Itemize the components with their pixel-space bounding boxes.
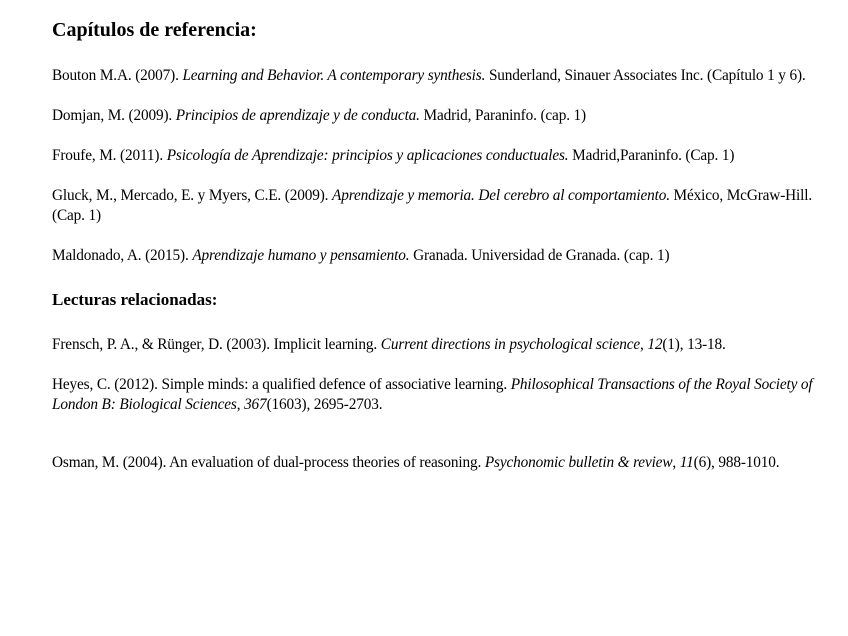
reference-text: , <box>672 454 680 471</box>
reference-entry <box>52 375 842 415</box>
reference-entry <box>52 186 842 226</box>
reference-entry <box>52 106 842 126</box>
reference-text: , <box>236 396 245 413</box>
document-page <box>52 16 842 493</box>
reference-text: Maldonado, A. (2015). <box>52 247 193 264</box>
reference-entry <box>52 146 842 166</box>
reference-text: (1), 13-18. <box>662 336 726 353</box>
reference-text: Granada. Universidad de Granada. (cap. 1) <box>409 247 670 264</box>
reference-text: Gluck, M., Mercado, E. y Myers, C.E. (2009). <box>52 187 333 204</box>
journal-volume: 12 <box>647 336 663 353</box>
reference-text: Frensch, P. A., & Rünger, D. (2003). Implicit learning. <box>52 336 381 353</box>
reference-entry <box>52 335 842 355</box>
reference-text: (1603), 2695-2703. <box>266 396 383 413</box>
reference-text: México, McGraw-Hill. (Cap. 1) <box>52 187 813 224</box>
reference-text: Domjan, M. (2009). <box>52 107 176 124</box>
reference-title: Aprendizaje y memoria. Del cerebro al comportamiento. <box>332 187 670 204</box>
reference-entry <box>52 66 842 86</box>
reference-text: Sunderland, Sinauer Associates Inc. (Capítulo 1 y 6). <box>485 67 806 84</box>
journal-volume: 11 <box>679 454 694 471</box>
reference-entry <box>52 246 842 266</box>
reference-text: Osman, M. (2004). An evaluation of dual-process theories of reasoning. <box>52 454 485 471</box>
journal-title: Philosophical Transactions of the Royal Society of London B: Biological Sciences <box>52 376 813 413</box>
section-heading-reference-chapters: Capítulos de referencia: <box>52 19 257 41</box>
journal-title: Current directions in psychological science <box>380 336 640 353</box>
reference-text: Froufe, M. (2011). <box>52 147 167 164</box>
reference-entry <box>52 453 842 473</box>
reference-text: Bouton M.A. (2007). <box>52 67 183 84</box>
reference-text: Madrid, Paraninfo. (cap. 1) <box>419 107 586 124</box>
reference-text: Heyes, C. (2012). Simple minds: a qualified defence of associative learning. <box>52 376 511 393</box>
journal-volume: 367 <box>244 396 267 413</box>
reference-title: Psicología de Aprendizaje: principios y aplicaciones conductuales. <box>166 147 569 164</box>
reference-text: (6), 988-1010. <box>693 454 780 471</box>
section-heading-related-readings: Lecturas relacionadas: <box>52 290 218 309</box>
reference-text: , <box>639 336 648 353</box>
journal-title: Psychonomic bulletin & review <box>484 454 673 471</box>
reference-title: Aprendizaje humano y pensamiento. <box>192 247 410 264</box>
reference-title: Learning and Behavior. A contemporary synthesis. <box>182 67 486 84</box>
reference-title: Principios de aprendizaje y de conducta. <box>175 107 420 124</box>
reference-text: Madrid,Paraninfo. (Cap. 1) <box>568 147 735 164</box>
